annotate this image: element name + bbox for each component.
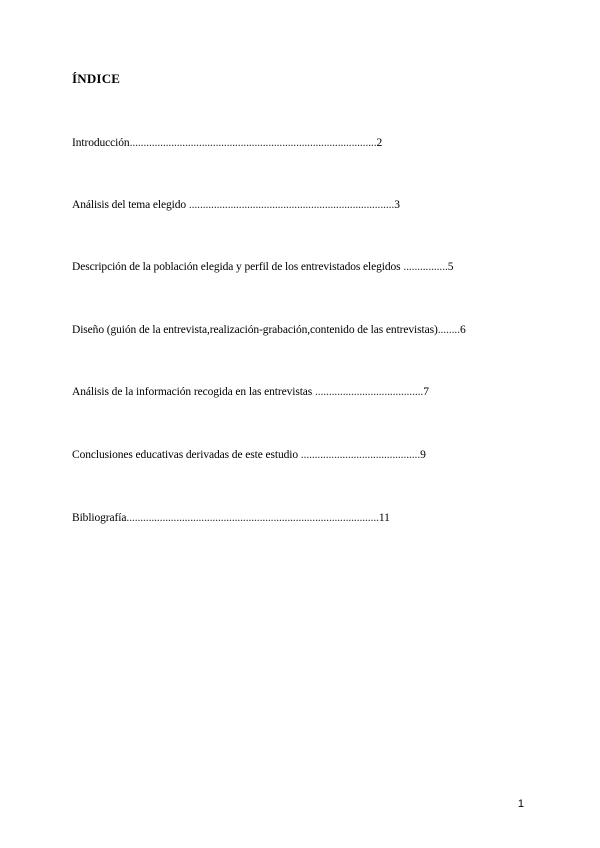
toc-entry-descripcion-poblacion — [72, 260, 453, 274]
toc-entry-title: Diseño (guión de la entrevista,realización-grabación,contenido de las entrevistas) — [72, 324, 438, 336]
toc-entry-analisis-tema — [72, 198, 400, 212]
toc-entry-title: Análisis de la información recogida en las entrevistas — [72, 386, 313, 398]
toc-entry-page: 6 — [459, 324, 466, 336]
toc-entry-conclusiones — [72, 448, 426, 462]
toc-entry-title: Conclusiones educativas derivadas de este estudio — [72, 449, 298, 461]
toc-dot-leader: ......................................................................................... — [129, 137, 377, 149]
toc-dot-leader: .......................................................................... — [186, 199, 395, 211]
toc-entry-bibliografia — [72, 511, 390, 525]
toc-entry-page: 3 — [394, 199, 400, 211]
toc-entry-analisis-informacion — [72, 385, 429, 399]
toc-entry-page: 2 — [376, 137, 383, 149]
toc-entry-title: Bibliografía — [72, 512, 127, 524]
toc-entry-page: 5 — [447, 261, 454, 273]
toc-dot-leader: ........................................................................................... — [126, 512, 379, 524]
toc-entry-title: Descripción de la población elegida y perfil de los entrevistados elegidos — [72, 261, 401, 273]
toc-dot-leader: ....................................... — [312, 386, 424, 398]
toc-entry-introduccion — [72, 136, 382, 150]
page-number: 1 — [517, 798, 524, 810]
toc-entry-page: 9 — [420, 449, 426, 461]
toc-entry-title: Análisis del tema elegido — [72, 199, 187, 211]
toc-entry-title: Introducción — [72, 137, 130, 149]
toc-dot-leader: ........................................... — [298, 449, 421, 461]
toc-entry-page: 11 — [378, 512, 390, 524]
toc-dot-leader: ................ — [400, 261, 448, 273]
toc-entry-diseno — [72, 323, 466, 337]
toc-entry-page: 7 — [423, 386, 429, 398]
toc-dot-leader: ........ — [437, 324, 460, 336]
index-heading: ÍNDICE — [72, 71, 121, 86]
